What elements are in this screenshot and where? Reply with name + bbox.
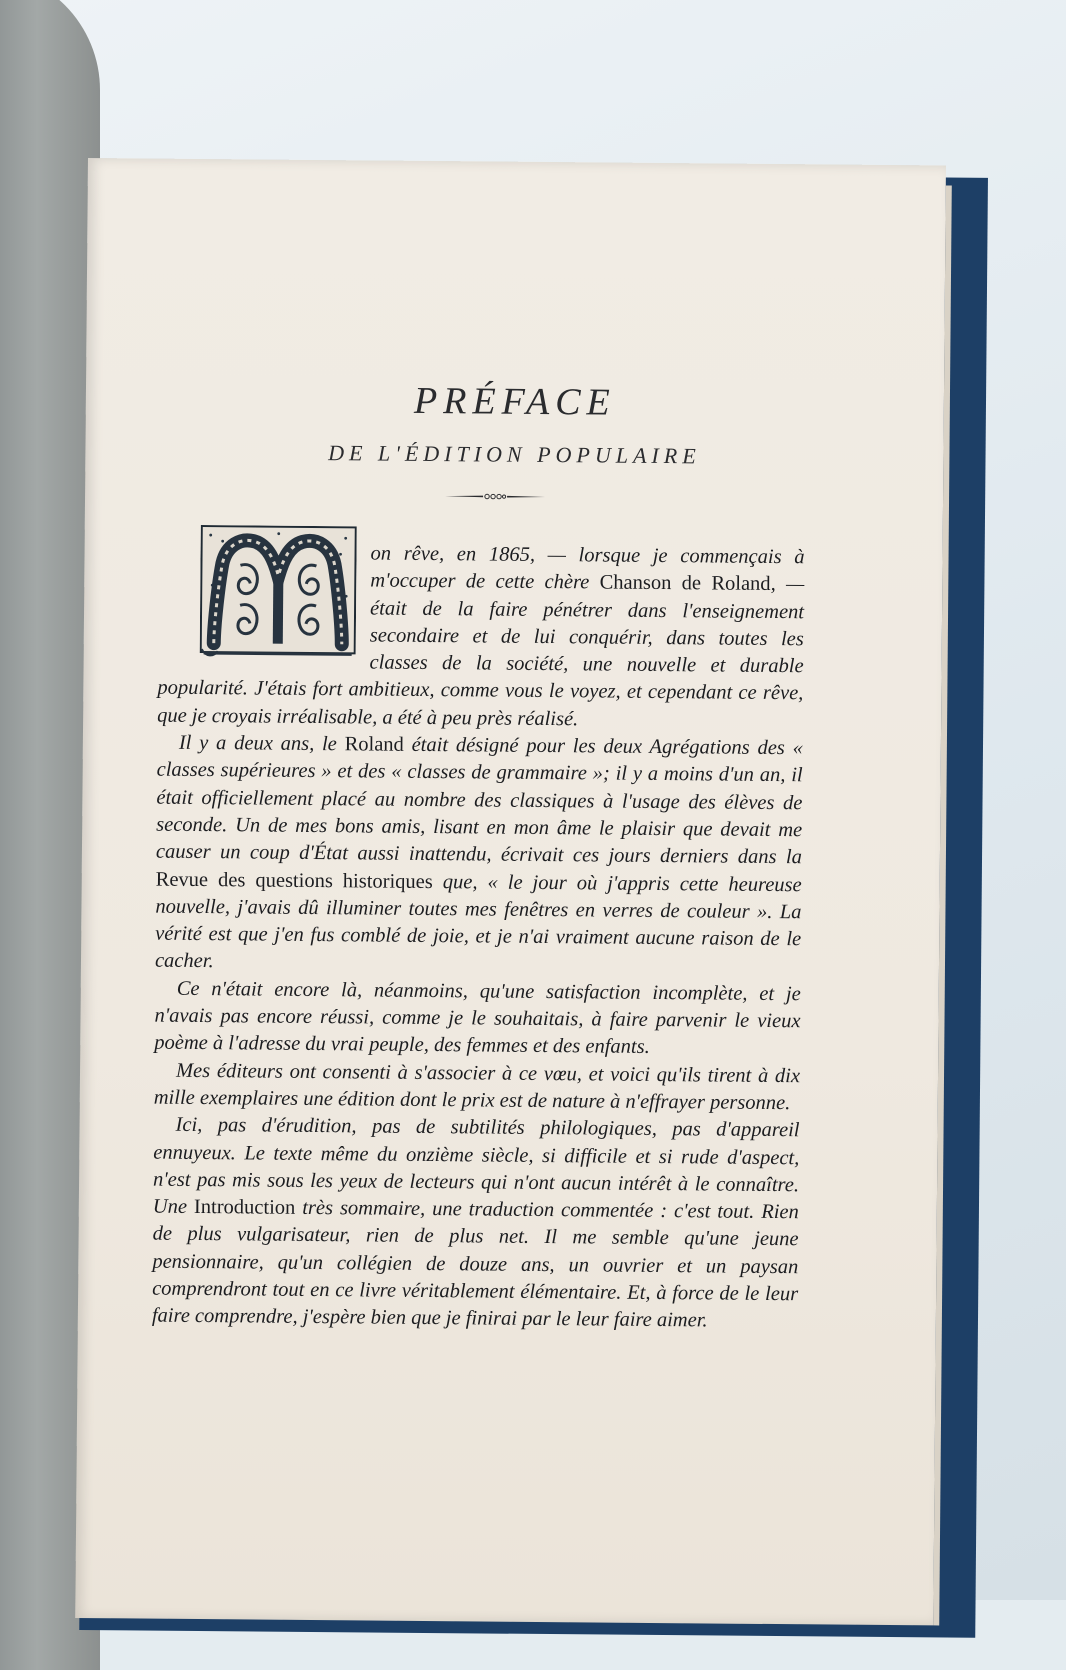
text-run: on rêve, en 1865, — lorsque je commençais à m'occuper de cette chère <box>370 542 805 594</box>
text-run: était désigné pour les deux Agrégations des « classes supérieures » et des « classes de grammaire »; il y a moins d'un an, il était officiellement placé au nombre des classiques à l'usage des élèves de seconde. Un de mes bons amis, lisant en mon âme le plaisir que devait me causer un coup d'État aussi inattendu, écrivait ces jours derniers dans la <box>155 733 803 869</box>
text-run: Ce n'était encore là, néanmoins, qu'une satisfaction incomplète, et je n'avais pas encore réussi, comme je le souhaitais, à faire parvenir le vieux poème à l'adresse du vrai peuple, des femmes et des enfants. <box>154 977 801 1059</box>
text-run: Il y a deux ans, le <box>178 731 345 756</box>
paragraph-2 <box>155 730 803 981</box>
preface-body <box>152 539 805 1336</box>
text-run: Mes éditeurs ont consenti à s'associer à ce vœu, et voici qu'ils tirent à dix mille exemplaires une édition dont le prix est de nature à n'effrayer personne. <box>153 1059 801 1115</box>
work-title-chanson-de-roland: Chanson de Roland <box>599 571 771 596</box>
paragraph-1 <box>157 539 805 736</box>
paragraph-4 <box>154 1057 800 1117</box>
text-run: Ici, pas d'érudition, pas de subtilités philologiques, pas d'appareil ennuyeux. Le texte même du onzième siècle, si difficile et si rude d'aspect, n'est pas mis sous les yeux de lecteurs qui n'ont aucun intérêt à le connaître. Une <box>152 1114 800 1219</box>
journal-title: Revue des questions historiques <box>155 868 433 893</box>
drop-cap-space <box>158 531 371 673</box>
introduction-word: Introduction <box>193 1196 296 1219</box>
book-page <box>75 158 946 1625</box>
text-run: très sommaire, une traduction commentée : c'est tout. Rien de plus vulgarisateur, rien de plus net. Il me semble qu'une jeune pensionnaire, qu'un collégien de douze ans, un ouvrier et un paysan comprendront tout en ce livre véritablement élémentaire. Et, à force de le leur faire comprendre, j'espère bien que je finirai par le leur faire aimer. <box>151 1196 799 1332</box>
divider-ornament-icon <box>443 491 547 502</box>
paragraph-5 <box>152 1112 800 1336</box>
paragraph-3 <box>154 975 801 1063</box>
text-run: , — était de la faire pénétrer dans l'enseignement secondaire et de lui conquérir, dans toutes les classes de la société, une nouvelle et durable popularité. J'étais fort ambitieux, comme vous le voyez, et cependant ce rêve, que je croyais irréalisable, a été à peu près réalisé. <box>157 573 805 731</box>
page-subtitle: DE L'ÉDITION POPULAIRE <box>328 440 701 469</box>
work-title-roland: Roland <box>344 733 404 756</box>
page-title: PRÉFACE <box>413 379 616 424</box>
text-run: que, « le jour où j'appris cette heureuse nouvelle, j'avais dû illuminer toutes mes fenêtres en verres de couleur ». La vérité est que j'en fus comblé de joie, et je n'ai vraiment aucune raison de le cacher. <box>154 870 802 973</box>
